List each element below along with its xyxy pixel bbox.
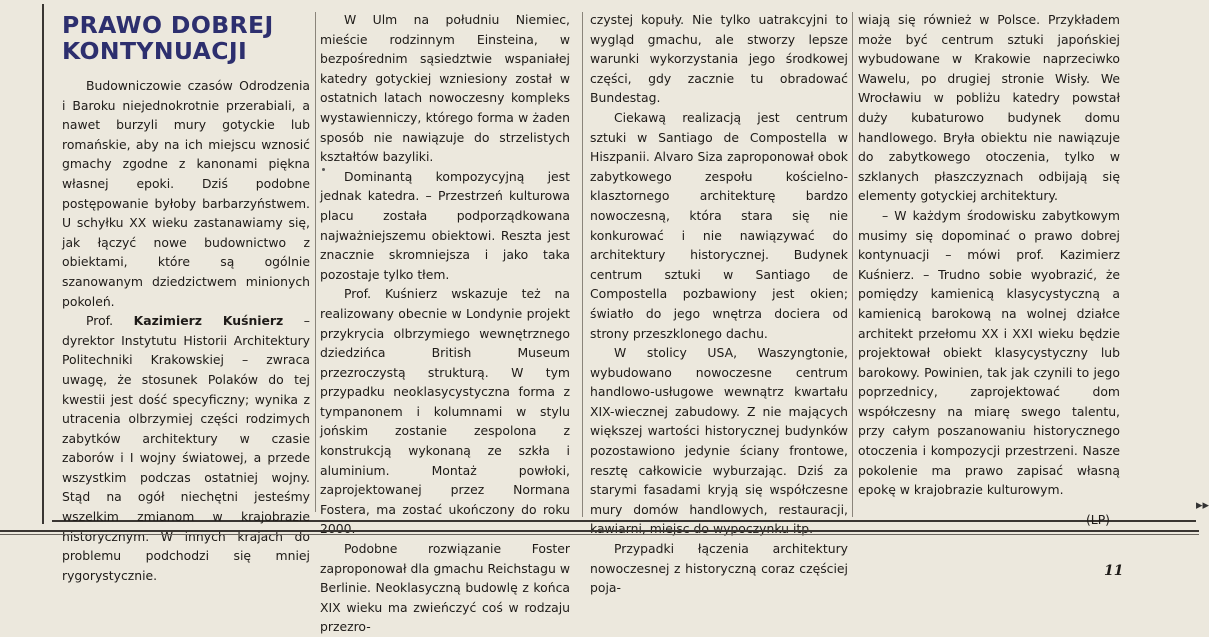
paragraph: Ciekawą realizacją jest centrum sztuki w Santiago de Compostella w Hiszpanii. Alvaro Siza zaproponował obok zabytkowego zespołu kościelno-klasztornego architekturę bardzo nowoczesną, która stara się nie konkurować i nie nawiązywać do architektury historycznej. Budynek centrum sztuki w Santiago de Compostella pozbawiony jest okien; światło do jego wnętrza dociera od strony przeszklonego dachu. — [590, 109, 848, 341]
paragraph: Budowniczowie czasów Odrodzenia i Baroku niejednokrotnie przerabiali, a nawet burzyli mury gotyckie lub romańskie, aby na ich miejscu wznosić gmachy zgodne z kanonami piękna własnej epoki. Dziś podobne postępowanie byłoby barbarzyństwem. U schyłku XX wieku zastanawiamy się, jak łączyć nowe budownictwo z obiektami, które są ogólnie szanowanym dziedzictwem minionych pokoleń. — [62, 78, 310, 309]
paragraph: Podobne rozwiązanie Foster zaproponował dla gmachu Reichstagu w Berlinie. Neoklasyczną budowlę z końca XIX wieku ma zwieńczyć coś w rodzaju przezro- — [320, 541, 570, 635]
paragraph: – W każdym środowisku zabytkowym musimy się dopominać o prawo dobrej kontynuacji – mówi prof. Kazimierz Kuśnierz. – Trudno sobie wyobrazić, że pomiędzy kamienicą klasycystyczną a kamienicą barokową na wolnej działce architekt przełomu XX i XXI wieku będzie projektował obiekt klasycystyczny lub barokowy. Powinien, tak jak czynili to jego poprzednicy, zaprojektować dom współczesny na miarę swego talentu, przy całym poszanowaniu historycznego otoczenia i kompozycji przestrzeni. Nasze pokolenie ma prawo zapisać własną epokę w krajobrazie kulturowym. — [858, 207, 1120, 498]
paragraph-author — [62, 311, 310, 585]
page-rule — [0, 530, 1199, 532]
column-1 — [62, 10, 311, 583]
prefix: Prof. — [86, 313, 134, 329]
author-signature: (LP) — [1085, 511, 1110, 527]
author-name: Kazimierz Kuśnierz — [133, 313, 284, 329]
paragraph: Dominantą kompozycyjną jest jednak katedra. – Przestrzeń kulturowa placu została podporządkowana najważniejszemu obiektowi. Reszta jest znacznie skromniejsza i jako taka pozostaje tylko tłem. — [320, 168, 570, 282]
paragraph: W stolicy USA, Waszyngtonie, wybudowano nowoczesne centrum handlowo-usługowe wewnątrz kwartału XIX-wiecznej zabudowy. Z nie mających większej wartości historycznej budynków pozostawiono jedynie ściany frontowe, resztę całkowicie wyburzając. Dziś za starymi fasadami kryją się współczesne mury domów handlowych, restauracji, kawiarni, miejsc do wypoczynku itp. — [590, 345, 848, 537]
decorative-dot — [322, 168, 325, 171]
paragraph: czystej kopuły. Nie tylko uatrakcyjni to wygląd gmachu, ale stworzy lepsze warunki wykorzystania jego środkowej części, gdy zacznie tu obradować Bundestag. — [590, 12, 848, 106]
paragraph-rest: – dyrektor Instytutu Historii Architektury Politechniki Krakowskiej – zwraca uwagę, że stosunek Polaków do tej kwestii jest dość specyficzny; wynika z utracenia olbrzymiej części rodzimych zabytków architektury w czasie zaborów i I wojny światowej, a przede wszystkim podczas ostatniej wojny. Stąd na ogół niechętni jesteśmy wszelkim zmianom w krajobrazie historycznym. W innych krajach do problemu podchodzi się mniej rygorystycznie. — [62, 313, 311, 583]
page-rule-thin — [0, 534, 1199, 535]
paragraph: Prof. Kuśnierz wskazuje też na realizowany obecnie w Londynie projekt przykrycia olbrzymiego wewnętrznego dziedzińca British Museum przezroczystą strukturą. W tym przypadku neoklasycystyczna forma z tympanonem i kolumnami w stylu jońskim zostanie zespolona z konstrukcją wykonaną ze szkła i aluminium. Montaż powłoki, zaprojektowanej przez Normana Fostera, ma zostać ukończony do roku 2000. — [320, 286, 570, 537]
column-3 — [590, 10, 848, 596]
article-title: PRAWO DOBREJ KONTYNUACJI — [62, 11, 274, 65]
column-2 — [320, 10, 570, 635]
column-4 — [858, 10, 1120, 527]
continue-arrow-icon: ▸▸ — [1196, 498, 1209, 513]
paragraph: wiają się również w Polsce. Przykładem może być centrum sztuki japońskiej wybudowane w Krakowie naprzeciwko Wawelu, po drugiej stronie Wisły. We Wrocławiu w pobliżu katedry powstał duży kubaturowo budynek domu handlowego. Bryła obiektu nie nawiązuje do zabytkowego otoczenia, tylko w szklanych płaszczyznach odbijają się elementy gotyckiej architektury. — [858, 12, 1120, 204]
page-number: 11 — [1104, 563, 1124, 579]
paragraph: W Ulm na południu Niemiec, mieście rodzinnym Einsteina, w bezpośrednim sąsiedztwie wspaniałej katedry gotyckiej wzniesiony został w ostatnich latach nowoczesny kompleks wystawienniczy, którego forma w żaden sposób nie nawiązuje do strzelistych kształtów bazyliki. — [320, 12, 570, 165]
column-divider — [852, 12, 853, 517]
paragraph: Przypadki łączenia architektury nowoczesnej z historyczną coraz częściej poja- — [590, 541, 848, 596]
column-divider — [315, 12, 316, 512]
column-divider — [582, 12, 583, 517]
